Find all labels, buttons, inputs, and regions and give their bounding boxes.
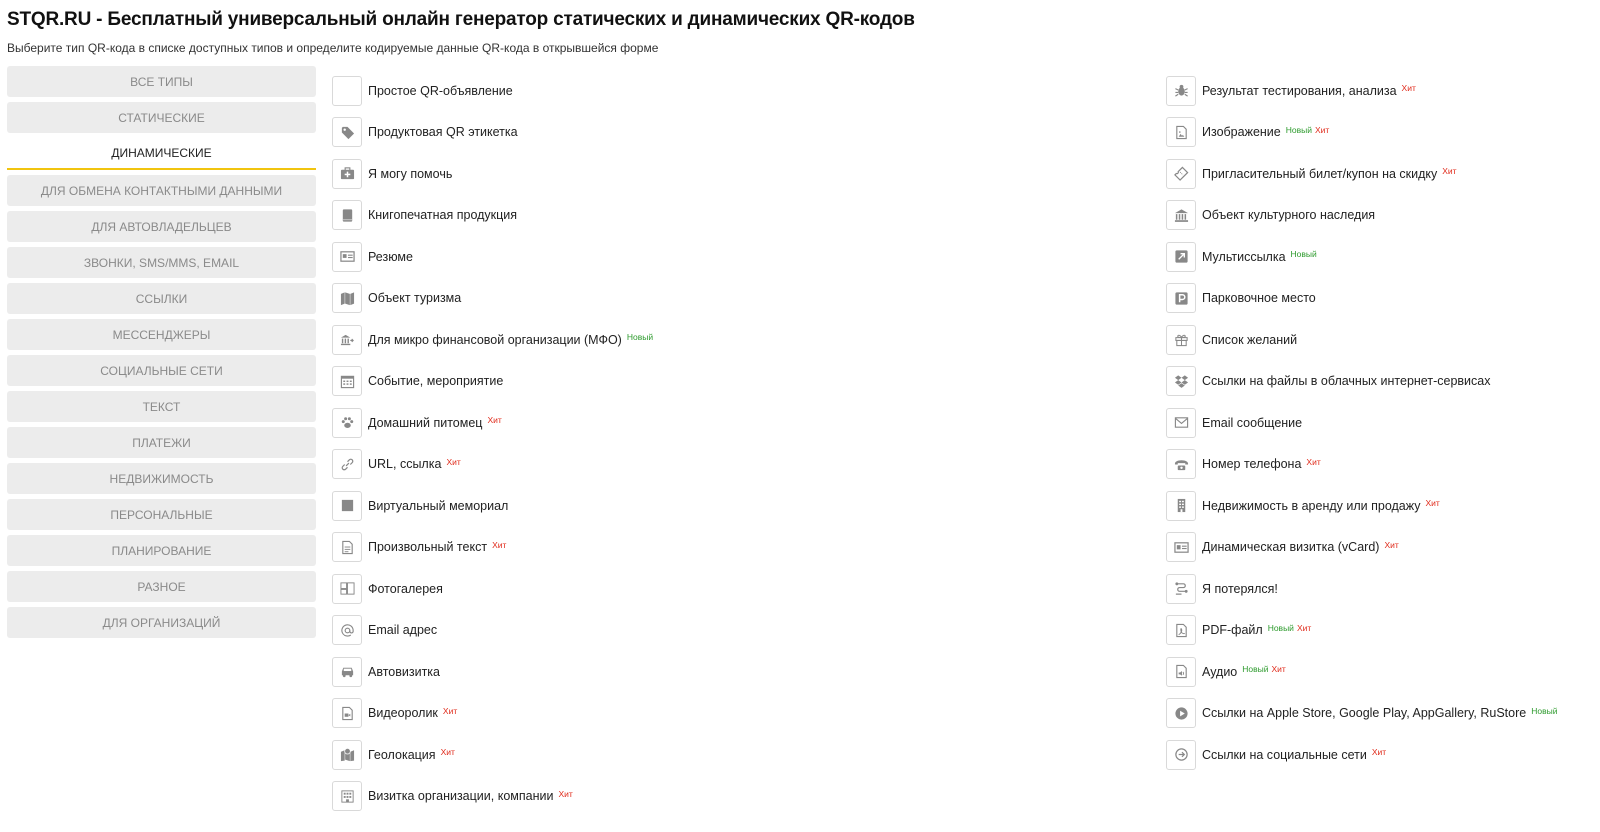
badge-group (441, 742, 458, 760)
badge-group (1372, 742, 1389, 760)
id-card-icon (332, 242, 362, 272)
qr-type-label: Email сообщение (1202, 415, 1303, 430)
qr-type-item[interactable] (1166, 444, 1560, 486)
hit-badge: Хит (1296, 622, 1312, 633)
badge-group (1286, 120, 1333, 138)
pdf-file-icon (1166, 615, 1196, 645)
qr-type-list-left (332, 70, 656, 817)
image-file-icon (1166, 117, 1196, 147)
qr-type-item[interactable] (1166, 527, 1560, 569)
qr-type-item[interactable] (1166, 485, 1560, 527)
qr-type-label: Изображение (1202, 125, 1281, 140)
qr-type-label: Произвольный текст (368, 540, 488, 555)
qr-type-label: Простое QR-объявление (368, 83, 513, 98)
hit-badge: Хит (446, 456, 461, 467)
car-icon (332, 657, 362, 687)
sidebar-filter-15[interactable]: ДЛЯ ОРГАНИЗАЦИЙ (7, 607, 316, 638)
qr-type-item[interactable] (332, 402, 656, 444)
badge-group (443, 701, 460, 719)
badge-group (558, 784, 575, 802)
at-icon (332, 615, 362, 645)
hit-badge: Хит (1401, 83, 1416, 93)
qr-type-item[interactable] (332, 444, 656, 486)
qr-type-label: Продуктовая QR этикетка (368, 125, 518, 140)
video-file-icon (332, 698, 362, 728)
badge-group (1426, 493, 1443, 511)
badge-group (446, 452, 463, 470)
badge-group (1402, 78, 1419, 96)
type-filter-sidebar (7, 66, 316, 643)
qr-type-item[interactable] (1166, 361, 1560, 403)
hit-badge: Хит (1425, 498, 1440, 508)
dropbox-icon (1166, 366, 1196, 396)
badge-group (1291, 244, 1320, 262)
qr-type-label: Визитка организации, компании (368, 789, 554, 804)
qr-type-item[interactable] (332, 693, 656, 735)
qr-type-label: Список желаний (1202, 332, 1298, 347)
new-badge: Новый (1285, 124, 1312, 135)
qr-type-label: Email адрес (368, 623, 438, 638)
qr-type-item[interactable] (1166, 319, 1560, 361)
book-icon (332, 200, 362, 230)
tower-icon (1166, 491, 1196, 521)
qr-type-list-right (1166, 70, 1560, 776)
qr-type-label: Для микро финансовой организации (МФО) (368, 332, 622, 347)
qr-type-item[interactable] (1166, 278, 1560, 320)
qr-type-item[interactable] (332, 776, 656, 818)
qr-type-item[interactable] (332, 319, 656, 361)
badge-group (487, 410, 504, 428)
parking-icon (1166, 283, 1196, 313)
qr-type-label: URL, ссылка (368, 457, 442, 472)
hit-badge: Хит (1442, 166, 1457, 176)
first-aid-icon (332, 159, 362, 189)
qr-type-item[interactable] (332, 734, 656, 776)
new-badge: Новый (626, 332, 654, 342)
bug-icon (1166, 76, 1196, 106)
qr-type-label: Аудио (1202, 664, 1238, 679)
blank-icon (332, 76, 362, 106)
hit-badge: Хит (1271, 664, 1286, 674)
qr-type-label: PDF-файл (1202, 623, 1263, 638)
qr-type-item[interactable] (332, 236, 656, 278)
qr-type-label: Объект туризма (368, 291, 462, 306)
vcard-icon (1166, 532, 1196, 562)
sidebar-filter-6[interactable]: ССЫЛКИ (7, 283, 316, 314)
new-badge: Новый (1531, 705, 1558, 716)
sidebar-filter-9[interactable]: ТЕКСТ (7, 391, 316, 422)
square-icon (332, 491, 362, 521)
qr-type-item[interactable] (1166, 734, 1560, 776)
qr-type-label: Виртуальный мемориал (368, 498, 509, 513)
museum-icon (1166, 200, 1196, 230)
qr-type-item[interactable] (1166, 568, 1560, 610)
badge-group (1242, 659, 1289, 677)
badge-group (1306, 452, 1323, 470)
qr-type-item[interactable] (1166, 195, 1560, 237)
qr-type-item[interactable] (1166, 70, 1560, 112)
qr-type-item[interactable] (1166, 693, 1560, 735)
qr-type-label: Номер телефона (1202, 457, 1302, 472)
badge-group (1531, 701, 1560, 719)
new-badge: Новый (1290, 249, 1317, 259)
sidebar-filter-14[interactable]: РАЗНОЕ (7, 571, 316, 602)
hit-badge: Хит (440, 747, 455, 757)
qr-type-item[interactable] (1166, 651, 1560, 693)
qr-type-label: Ссылки на Apple Store, Google Play, AppGallery, RuStore (1202, 706, 1527, 721)
page-subtitle: Выберите тип QR-кода в списке доступных типов и определите кодируемые данные QR-кода в открывшейся форме (7, 41, 659, 55)
play-circle-icon (1166, 698, 1196, 728)
multilink-icon (1166, 242, 1196, 272)
qr-type-label: Пригласительный билет/купон на скидку (1202, 166, 1438, 181)
new-badge: Новый (1242, 664, 1269, 674)
qr-type-item[interactable] (332, 610, 656, 652)
qr-type-label: Мультиссылка (1202, 249, 1286, 264)
qr-type-label: Объект культурного наследия (1202, 208, 1376, 223)
hit-badge: Хит (1384, 539, 1399, 550)
sidebar-filter-4[interactable]: ДЛЯ АВТОВЛАДЕЛЬЦЕВ (7, 211, 316, 242)
qr-type-label: Автовизитка (368, 664, 440, 679)
qr-type-label: Книгопечатная продукция (368, 208, 518, 223)
sidebar-filter-5[interactable]: ЗВОНКИ, SMS/MMS, EMAIL (7, 247, 316, 278)
map-pin-icon (332, 740, 362, 770)
page-title: STQR.RU - Бесплатный универсальный онлайн генератор статических и динамических QR-кодов (7, 9, 915, 30)
qr-type-item[interactable] (1166, 112, 1560, 154)
qr-type-label: Видеоролик (368, 706, 438, 721)
envelope-icon (1166, 408, 1196, 438)
qr-type-label: Резюме (368, 249, 413, 264)
sidebar-filter-8[interactable]: СОЦИАЛЬНЫЕ СЕТИ (7, 355, 316, 386)
sidebar-filter-13[interactable]: ПЛАНИРОВАНИЕ (7, 535, 316, 566)
qr-type-item[interactable] (1166, 236, 1560, 278)
link-icon (332, 449, 362, 479)
qr-type-item[interactable] (332, 278, 656, 320)
qr-type-item[interactable] (332, 361, 656, 403)
phone-icon (1166, 449, 1196, 479)
qr-type-item[interactable] (332, 153, 656, 195)
qr-type-label: Я потерялся! (1202, 581, 1278, 596)
paw-icon (332, 408, 362, 438)
qr-type-label: Событие, мероприятие (368, 374, 504, 389)
qr-type-item[interactable] (332, 485, 656, 527)
gallery-icon (332, 574, 362, 604)
building-icon (332, 781, 362, 811)
sidebar-filter-0[interactable]: ВСЕ ТИПЫ (7, 66, 316, 97)
hit-badge: Хит (487, 415, 502, 425)
badge-group (492, 535, 509, 553)
badge-group (1384, 535, 1401, 553)
hit-badge: Хит (558, 788, 573, 799)
arrow-circle-icon (1166, 740, 1196, 770)
qr-type-item[interactable] (1166, 402, 1560, 444)
sidebar-filter-12[interactable]: ПЕРСОНАЛЬНЫЕ (7, 499, 316, 530)
qr-type-item[interactable] (332, 527, 656, 569)
hit-badge: Хит (492, 539, 507, 550)
qr-type-item[interactable] (332, 568, 656, 610)
qr-type-label: Я могу помочь (368, 166, 453, 181)
sidebar-filter-1[interactable]: СТАТИЧЕСКИЕ (7, 102, 316, 133)
qr-type-label: Домашний питомец (368, 415, 483, 430)
qr-type-item[interactable] (1166, 153, 1560, 195)
qr-type-label: Парковочное место (1202, 291, 1316, 306)
hit-badge: Хит (1306, 456, 1321, 467)
qr-type-item[interactable] (332, 651, 656, 693)
sidebar-filter-7[interactable]: МЕССЕНДЖЕРЫ (7, 319, 316, 350)
hit-badge: Хит (1371, 747, 1387, 757)
bank-arrow-icon (332, 325, 362, 355)
qr-type-item[interactable] (332, 195, 656, 237)
badge-group (1442, 161, 1459, 179)
sidebar-filter-2[interactable]: ДИНАМИЧЕСКИЕ (7, 138, 316, 170)
tag-icon (332, 117, 362, 147)
gift-icon (1166, 325, 1196, 355)
qr-type-label: Ссылки на файлы в облачных интернет-сервисах (1202, 374, 1491, 389)
qr-type-label: Фотогалерея (368, 581, 443, 596)
badge-group (1268, 618, 1315, 636)
qr-type-item[interactable] (1166, 610, 1560, 652)
qr-type-label: Недвижимость в аренду или продажу (1202, 498, 1421, 513)
route-icon (1166, 574, 1196, 604)
sidebar-filter-10[interactable]: ПЛАТЕЖИ (7, 427, 316, 458)
calendar-icon (332, 366, 362, 396)
qr-type-label: Динамическая визитка (vCard) (1202, 540, 1380, 555)
hit-badge: Хит (1315, 124, 1330, 135)
sidebar-filter-11[interactable]: НЕДВИЖИМОСТЬ (7, 463, 316, 494)
qr-type-item[interactable] (332, 112, 656, 154)
qr-type-item[interactable] (332, 70, 656, 112)
hit-badge: Хит (442, 705, 458, 716)
badge-group (627, 327, 656, 345)
text-file-icon (332, 532, 362, 562)
qr-type-label: Геолокация (368, 747, 436, 762)
qr-type-label: Результат тестирования, анализа (1202, 83, 1397, 98)
map-icon (332, 283, 362, 313)
qr-type-label: Ссылки на социальные сети (1202, 747, 1367, 762)
audio-file-icon (1166, 657, 1196, 687)
ticket-icon (1166, 159, 1196, 189)
new-badge: Новый (1267, 622, 1294, 633)
sidebar-filter-3[interactable]: ДЛЯ ОБМЕНА КОНТАКТНЫМИ ДАННЫМИ (7, 175, 316, 206)
